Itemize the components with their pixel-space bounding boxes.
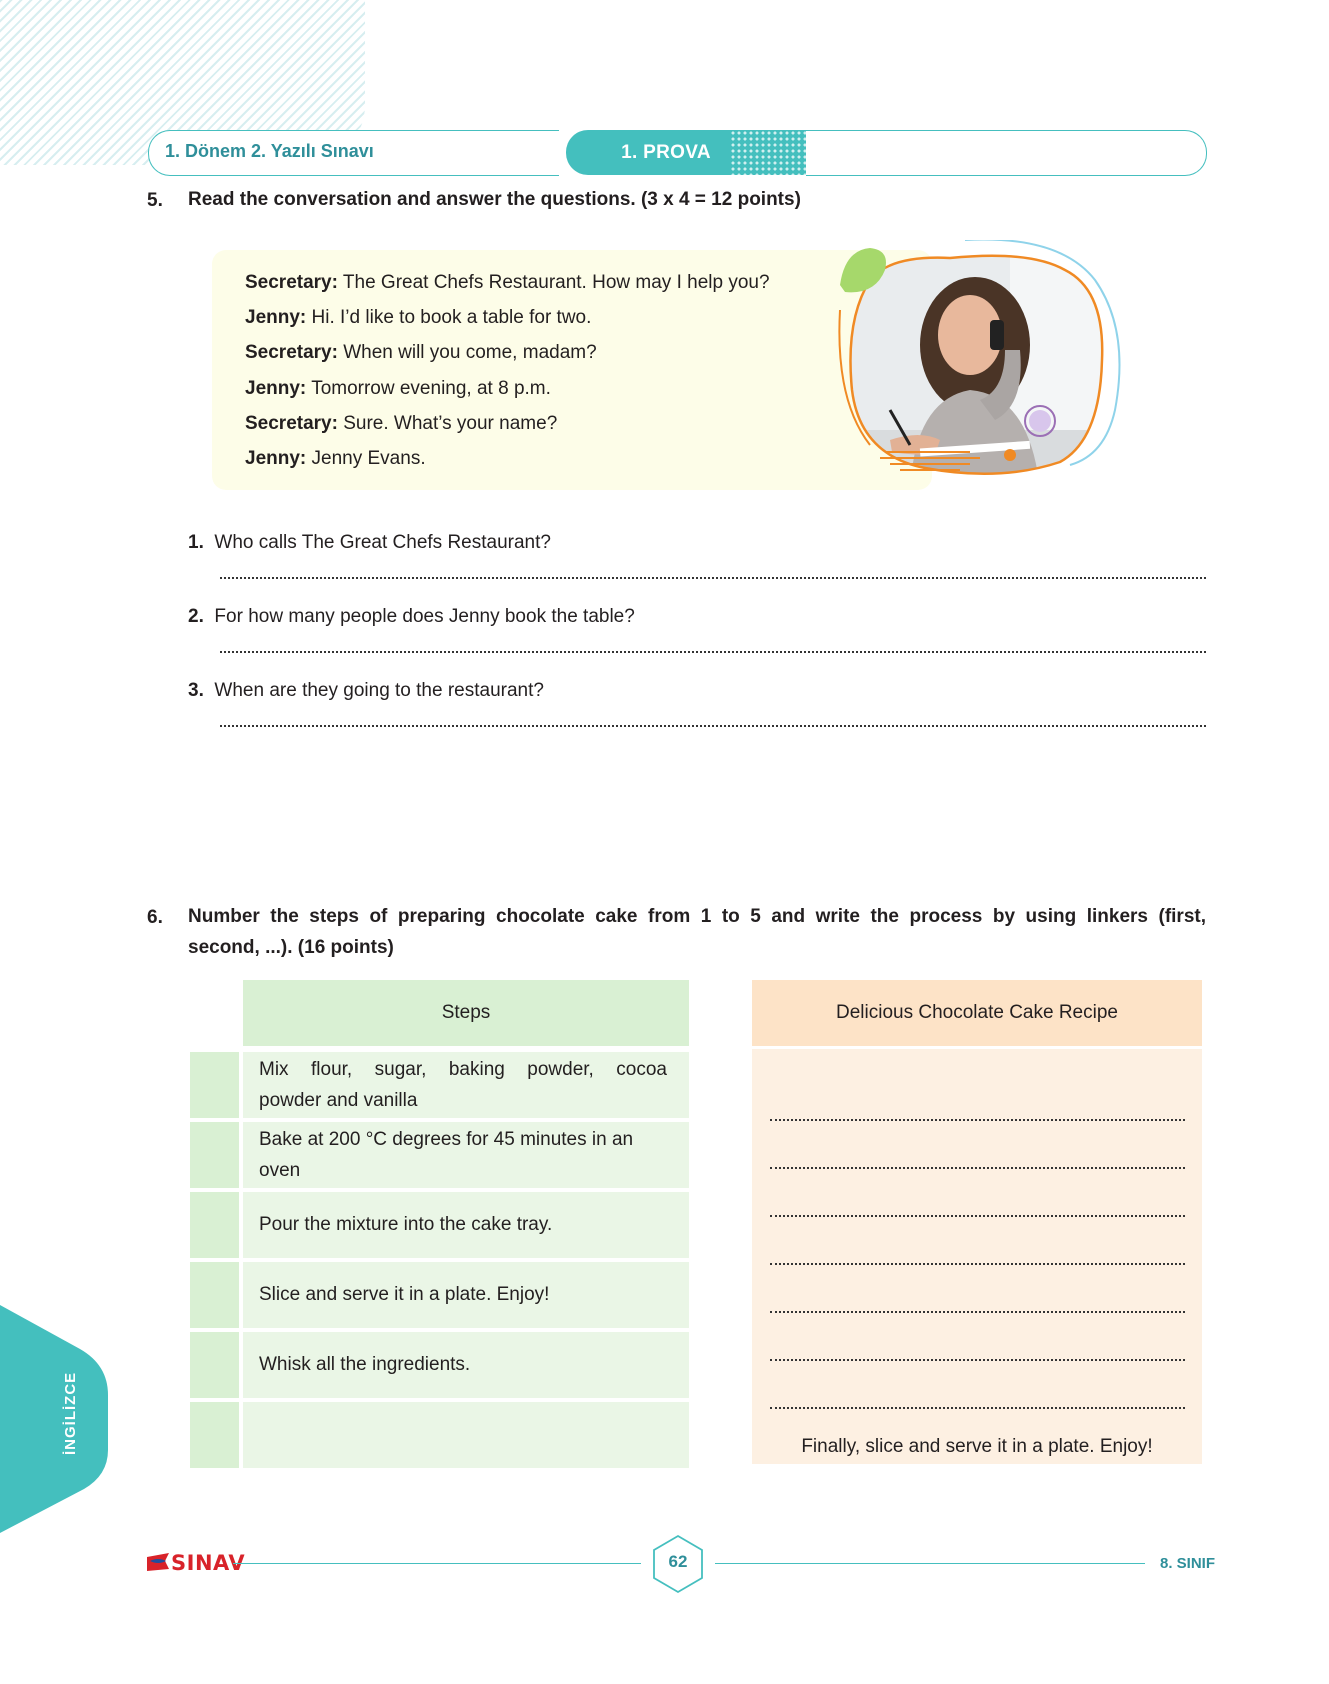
recipe-answer-line[interactable] <box>770 1215 1185 1217</box>
subquestion-text: When are they going to the restaurant? <box>214 680 544 701</box>
speaker-label: Secretary: <box>245 412 338 434</box>
answer-line[interactable] <box>220 577 1206 579</box>
subject-side-tab <box>0 1305 108 1533</box>
recipe-answer-line[interactable] <box>770 1311 1185 1313</box>
brand-name: SINAV <box>171 1551 246 1575</box>
conversation-line <box>245 406 770 441</box>
recipe-body <box>752 1049 1202 1464</box>
recipe-final-step: Finally, slice and serve it in a plate. Enjoy! <box>801 1436 1153 1457</box>
footer-rule-right <box>715 1563 1145 1564</box>
step-cell <box>243 1192 689 1258</box>
step-text: Slice and serve it in a plate. Enjoy! <box>259 1284 550 1305</box>
step-text: Pour the mixture into the cake tray. <box>259 1214 553 1235</box>
conversation-line <box>245 265 770 300</box>
q6-title-line1: Number the steps of preparing chocolate cake from 1 to 5 and write the process by using linkers (first, <box>188 906 1206 927</box>
q6-number: 6. <box>147 907 163 928</box>
answer-line[interactable] <box>220 725 1206 727</box>
speaker-label: Jenny: <box>245 448 307 470</box>
recipe-answer-line[interactable] <box>770 1119 1185 1121</box>
brand-logo-icon <box>147 1553 169 1571</box>
step-cell <box>243 1262 689 1328</box>
subject-label: İNGİLİZCE <box>62 1371 79 1455</box>
q5-subquestion-2 <box>188 606 635 628</box>
dialogue-text: Jenny Evans. <box>311 448 426 470</box>
subquestion-text: Who calls The Great Chefs Restaurant? <box>214 532 551 553</box>
subquestion-number: 1. <box>188 532 204 553</box>
recipe-answer-line[interactable] <box>770 1407 1185 1409</box>
q5-number: 5. <box>147 190 163 211</box>
step-text: oven <box>259 1160 301 1181</box>
exam-title: 1. Dönem 2. Yazılı Sınavı <box>165 141 374 161</box>
step-cell-empty <box>243 1402 689 1468</box>
speaker-label: Secretary: <box>245 342 338 364</box>
step-cell <box>243 1052 689 1118</box>
grade-label: 8. SINIF <box>1160 1555 1216 1572</box>
subquestion-text: For how many people does Jenny book the table? <box>214 606 635 627</box>
recipe-answer-line[interactable] <box>770 1359 1185 1361</box>
dialogue-text: The Great Chefs Restaurant. How may I help you? <box>342 272 770 293</box>
dialogue-text: When will you come, madam? <box>343 342 597 364</box>
conversation-line <box>245 371 770 406</box>
conversation <box>245 265 770 476</box>
recipe-header: Delicious Chocolate Cake Recipe <box>752 980 1202 1046</box>
page-number: 62 <box>668 1552 688 1571</box>
dialogue-text: Hi. I’d like to book a table for two. <box>311 307 592 329</box>
step-number-input[interactable] <box>190 1332 239 1398</box>
q5-subquestion-1 <box>188 532 551 554</box>
answer-line[interactable] <box>220 651 1206 653</box>
step-cell <box>243 1332 689 1398</box>
recipe-answer-line[interactable] <box>770 1263 1185 1265</box>
step-number-input[interactable] <box>190 1122 239 1188</box>
step-number-input[interactable] <box>190 1052 239 1118</box>
speaker-label: Secretary: <box>245 272 338 293</box>
q6-title-line2: second, ...). (16 points) <box>188 937 394 958</box>
subquestion-number: 2. <box>188 606 204 627</box>
header-right-frame <box>806 130 1207 176</box>
step-text: Mix flour, sugar, baking powder, cocoa <box>259 1059 667 1080</box>
steps-header: Steps <box>243 980 689 1046</box>
step-text: powder and vanilla <box>259 1090 418 1111</box>
q5-title: Read the conversation and answer the questions. (3 x 4 = 12 points) <box>188 189 801 210</box>
woman-on-phone-illustration <box>830 240 1130 500</box>
step-number-empty <box>190 1402 239 1468</box>
dialogue-text: Sure. What’s your name? <box>343 412 558 434</box>
conversation-line <box>245 300 770 335</box>
step-number-input[interactable] <box>190 1262 239 1328</box>
prova-label: 1. PROVA <box>621 142 711 163</box>
speaker-label: Jenny: <box>245 377 307 399</box>
step-cell <box>243 1122 689 1188</box>
subquestion-number: 3. <box>188 680 204 701</box>
conversation-line <box>245 335 770 370</box>
conversation-line <box>245 441 770 476</box>
step-number-input[interactable] <box>190 1192 239 1258</box>
dialogue-text: Tomorrow evening, at 8 p.m. <box>311 377 551 399</box>
speaker-label: Jenny: <box>245 307 307 329</box>
step-text: Whisk all the ingredients. <box>259 1354 471 1375</box>
step-text: Bake at 200 °C degrees for 45 minutes in an <box>259 1129 634 1150</box>
footer-rule-left <box>233 1563 641 1564</box>
recipe-answer-line[interactable] <box>770 1167 1185 1169</box>
q5-subquestion-3 <box>188 680 544 702</box>
